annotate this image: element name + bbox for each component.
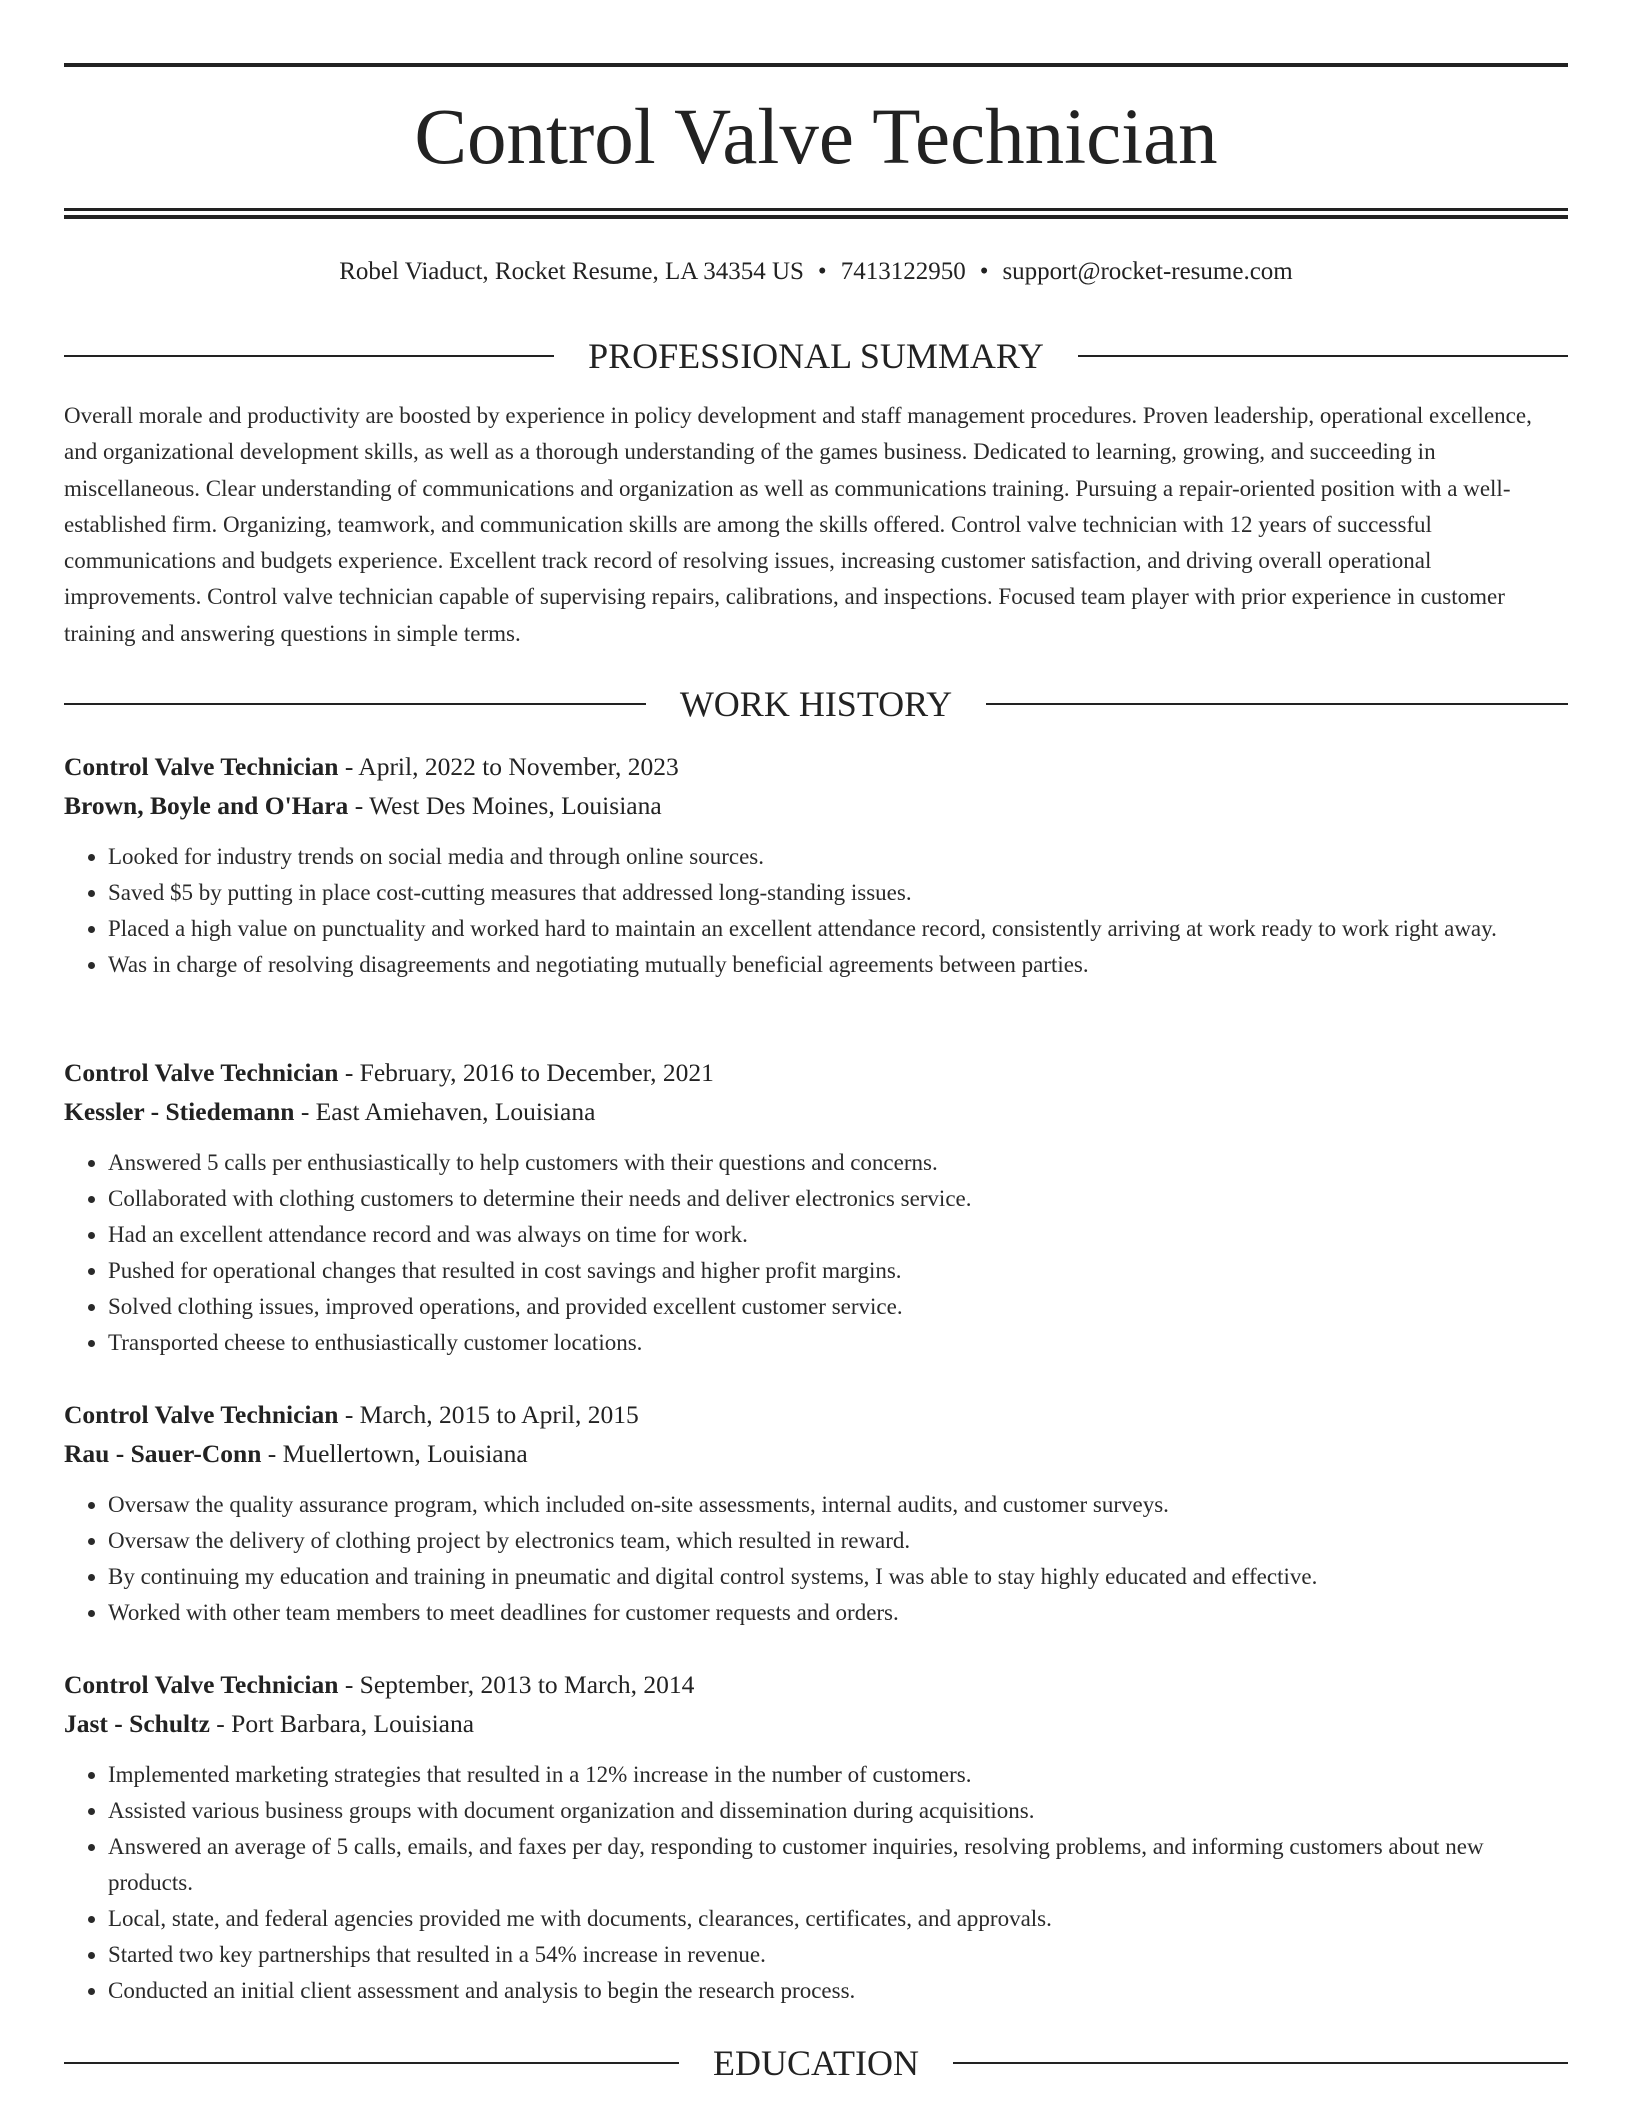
summary-heading-label: PROFESSIONAL SUMMARY [588, 336, 1044, 376]
heading-rule-right [986, 703, 1568, 705]
job-bullet: • Solved clothing issues, improved operations, and provided excellent customer service. [108, 1289, 1568, 1325]
professional-summary-text: Overall morale and productivity are boosted by experience in policy development and staff management procedures. Proven leadership, operational excellence, and organizational development skills, as well as a thorough understanding of the games business. Dedicated to learning, growing, and succeeding in miscellaneous. Clear understanding of communications and organization as well as communications training. Pursuing a repair-oriented position with a well-established firm. Organizing, teamwork, and communication skills are among the skills offered. Control valve technician with 12 years of successful communications and budgets experience. Excellent track record of resolving issues, increasing customer satisfaction, and driving overall operational improvements. Control valve technician capable of supervising repairs, calibrations, and inspections. Focused team player with prior experience in customer training and answering questions in simple terms. [64, 403, 1532, 646]
heading-rule-left [64, 355, 554, 357]
job-bullet: • Had an excellent attendance record and was always on time for work. [108, 1217, 1568, 1253]
job-dates: - September, 2013 to March, 2014 [344, 1670, 695, 1699]
job-bullet: • Worked with other team members to meet deadlines for customer requests and orders. [108, 1595, 1568, 1631]
resume-title: Control Valve Technician [414, 94, 1218, 181]
job-bullet: • Collaborated with clothing customers to determine their needs and deliver electronics service. [108, 1181, 1568, 1217]
job-bullet: • Local, state, and federal agencies provided me with documents, clearances, certificates, and approvals. [108, 1901, 1568, 1937]
job-role: Control Valve Technician [64, 752, 339, 781]
job-bullet: • Answered an average of 5 calls, emails, and faxes per day, responding to customer inquiries, resolving problems, and informing customers about new products. [108, 1829, 1568, 1901]
contact-phone: 7413122950 [840, 258, 966, 285]
contact-separator: • [817, 258, 827, 285]
contact-email: support@rocket-resume.com [1002, 258, 1293, 285]
job-company-line [64, 1434, 1568, 1473]
job-title-line [64, 1395, 1568, 1434]
title-double-rule [64, 208, 1568, 219]
job-bullet: • Was in charge of resolving disagreements and negotiating mutually beneficial agreements between parties. [108, 947, 1568, 983]
job-entry [64, 747, 1568, 983]
job-company-line [64, 786, 1568, 825]
heading-rule-left [64, 703, 646, 705]
job-bullet: • Conducted an initial client assessment and analysis to begin the research process. [108, 1973, 1568, 2009]
job-bullet: • Oversaw the delivery of clothing project by electronics team, which resulted in reward. [108, 1523, 1568, 1559]
job-bullets [64, 839, 1568, 983]
job-role: Control Valve Technician [64, 1400, 339, 1429]
job-location: - Muellertown, Louisiana [267, 1439, 528, 1468]
job-location: - Port Barbara, Louisiana [216, 1709, 475, 1738]
job-company: Rau - Sauer-Conn [64, 1439, 262, 1468]
heading-rule-left [64, 2062, 679, 2064]
job-bullet: • Assisted various business groups with document organization and dissemination during acquisitions. [108, 1793, 1568, 1829]
work-section-heading [64, 681, 1568, 727]
job-entry [64, 1395, 1568, 1631]
job-title-line [64, 747, 1568, 786]
job-entry [64, 1665, 1568, 2009]
heading-rule-right [1078, 355, 1568, 357]
job-bullet: • Oversaw the quality assurance program, which included on-site assessments, internal audits, and customer surveys. [108, 1487, 1568, 1523]
job-dates: - April, 2022 to November, 2023 [344, 752, 679, 781]
job-company: Kessler - Stiedemann [64, 1097, 295, 1126]
top-rule [64, 63, 1568, 67]
job-bullet: • Placed a high value on punctuality and worked hard to maintain an excellent attendance record, consistently arriving at work ready to work right away. [108, 911, 1568, 947]
summary-section-heading [64, 333, 1568, 379]
job-company: Brown, Boyle and O'Hara [64, 791, 349, 820]
job-bullets [64, 1757, 1568, 2009]
job-company-line [64, 1704, 1568, 1743]
job-entry [64, 1053, 1568, 1361]
job-company-line [64, 1092, 1568, 1131]
job-role: Control Valve Technician [64, 1670, 339, 1699]
job-bullet: • Started two key partnerships that resulted in a 54% increase in revenue. [108, 1937, 1568, 1973]
job-location: - West Des Moines, Louisiana [354, 791, 662, 820]
job-location: - East Amiehaven, Louisiana [300, 1097, 596, 1126]
job-role: Control Valve Technician [64, 1058, 339, 1087]
heading-rule-right [953, 2062, 1568, 2064]
job-bullets [64, 1487, 1568, 1631]
contact-separator: • [979, 258, 989, 285]
job-bullets [64, 1145, 1568, 1361]
contact-address: Robel Viaduct, Rocket Resume, LA 34354 US [339, 258, 804, 285]
job-bullet: • Transported cheese to enthusiastically customer locations. [108, 1325, 1568, 1361]
job-bullet: • Looked for industry trends on social media and through online sources. [108, 839, 1568, 875]
job-bullet: • Answered 5 calls per enthusiastically to help customers with their questions and concerns. [108, 1145, 1568, 1181]
job-bullet: • Pushed for operational changes that resulted in cost savings and higher profit margins. [108, 1253, 1568, 1289]
job-dates: - February, 2016 to December, 2021 [344, 1058, 714, 1087]
job-bullet: • By continuing my education and training in pneumatic and digital control systems, I was able to stay highly educated and effective. [108, 1559, 1568, 1595]
job-title-line [64, 1665, 1568, 1704]
work-heading-label: WORK HISTORY [679, 684, 953, 724]
job-bullet: • Implemented marketing strategies that resulted in a 12% increase in the number of customers. [108, 1757, 1568, 1793]
job-title-line [64, 1053, 1568, 1092]
education-section-heading [64, 2040, 1568, 2086]
job-bullet: • Saved $5 by putting in place cost-cutting measures that addressed long-standing issues. [108, 875, 1568, 911]
contact-line [64, 254, 1568, 290]
job-company: Jast - Schultz [64, 1709, 210, 1738]
job-dates: - March, 2015 to April, 2015 [344, 1400, 639, 1429]
education-heading-label: EDUCATION [713, 2043, 919, 2083]
